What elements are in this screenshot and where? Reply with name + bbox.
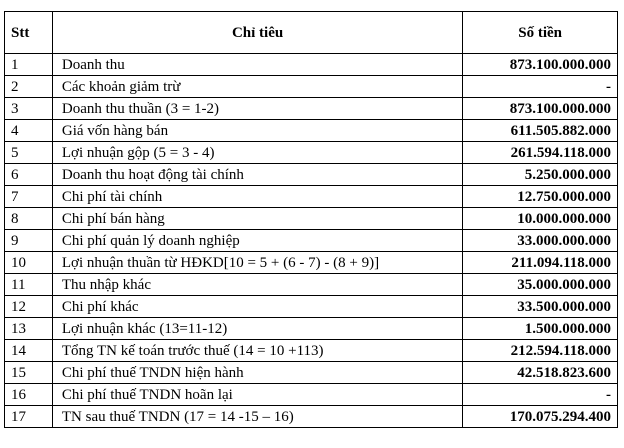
row-number: 15 [5, 362, 53, 384]
row-number: 16 [5, 384, 53, 406]
header-row [5, 12, 618, 54]
row-item-name: Tổng TN kế toán trước thuế (14 = 10 +113) [52, 340, 462, 362]
row-item-name: Lợi nhuận thuần từ HĐKD[10 = 5 + (6 - 7) - (8 + 9)] [52, 252, 462, 274]
table-row [5, 362, 618, 384]
row-number: 8 [5, 208, 53, 230]
row-amount: 33.500.000.000 [463, 296, 618, 318]
row-amount: 212.594.118.000 [463, 340, 618, 362]
row-item-name: Chi phí quản lý doanh nghiệp [52, 230, 462, 252]
row-amount: 211.094.118.000 [463, 252, 618, 274]
row-amount: 42.518.823.600 [463, 362, 618, 384]
row-item-name: Giá vốn hàng bán [52, 120, 462, 142]
row-amount: 33.000.000.000 [463, 230, 618, 252]
table-row [5, 120, 618, 142]
row-amount: - [463, 384, 618, 406]
row-number: 6 [5, 164, 53, 186]
row-amount: 170.075.294.400 [463, 406, 618, 428]
table-body [5, 54, 618, 428]
row-amount: - [463, 76, 618, 98]
row-amount: 873.100.000.000 [463, 54, 618, 76]
row-amount: 1.500.000.000 [463, 318, 618, 340]
table-row [5, 406, 618, 428]
row-item-name: Chi phí tài chính [52, 186, 462, 208]
row-amount: 873.100.000.000 [463, 98, 618, 120]
header-name: Chỉ tiêu [52, 12, 462, 54]
row-number: 9 [5, 230, 53, 252]
table-row [5, 340, 618, 362]
header-amount: Số tiền [463, 12, 618, 54]
row-number: 7 [5, 186, 53, 208]
row-number: 14 [5, 340, 53, 362]
table-row [5, 76, 618, 98]
row-item-name: Chi phí bán hàng [52, 208, 462, 230]
table-row [5, 208, 618, 230]
row-number: 11 [5, 274, 53, 296]
table-row [5, 164, 618, 186]
row-number: 10 [5, 252, 53, 274]
row-item-name: Doanh thu [52, 54, 462, 76]
row-amount: 5.250.000.000 [463, 164, 618, 186]
row-amount: 35.000.000.000 [463, 274, 618, 296]
row-number: 3 [5, 98, 53, 120]
row-item-name: Các khoản giảm trừ [52, 76, 462, 98]
row-number: 12 [5, 296, 53, 318]
row-number: 2 [5, 76, 53, 98]
row-item-name: Chi phí khác [52, 296, 462, 318]
row-number: 13 [5, 318, 53, 340]
row-number: 1 [5, 54, 53, 76]
table-row [5, 142, 618, 164]
table-row [5, 98, 618, 120]
table-row [5, 384, 618, 406]
header-stt: Stt [5, 12, 53, 54]
table-row [5, 186, 618, 208]
table-row [5, 296, 618, 318]
row-item-name: Doanh thu hoạt động tài chính [52, 164, 462, 186]
row-number: 5 [5, 142, 53, 164]
row-amount: 12.750.000.000 [463, 186, 618, 208]
table-row [5, 274, 618, 296]
row-item-name: Doanh thu thuần (3 = 1-2) [52, 98, 462, 120]
row-item-name: Chi phí thuế TNDN hiện hành [52, 362, 462, 384]
table-row [5, 318, 618, 340]
row-item-name: Chi phí thuế TNDN hoãn lại [52, 384, 462, 406]
row-item-name: Thu nhập khác [52, 274, 462, 296]
table-row [5, 54, 618, 76]
row-amount: 261.594.118.000 [463, 142, 618, 164]
table-row [5, 230, 618, 252]
row-amount: 10.000.000.000 [463, 208, 618, 230]
row-number: 17 [5, 406, 53, 428]
row-item-name: TN sau thuế TNDN (17 = 14 -15 – 16) [52, 406, 462, 428]
income-statement-table [4, 11, 618, 428]
row-amount: 611.505.882.000 [463, 120, 618, 142]
row-item-name: Lợi nhuận gộp (5 = 3 - 4) [52, 142, 462, 164]
table-row [5, 252, 618, 274]
row-number: 4 [5, 120, 53, 142]
row-item-name: Lợi nhuận khác (13=11-12) [52, 318, 462, 340]
